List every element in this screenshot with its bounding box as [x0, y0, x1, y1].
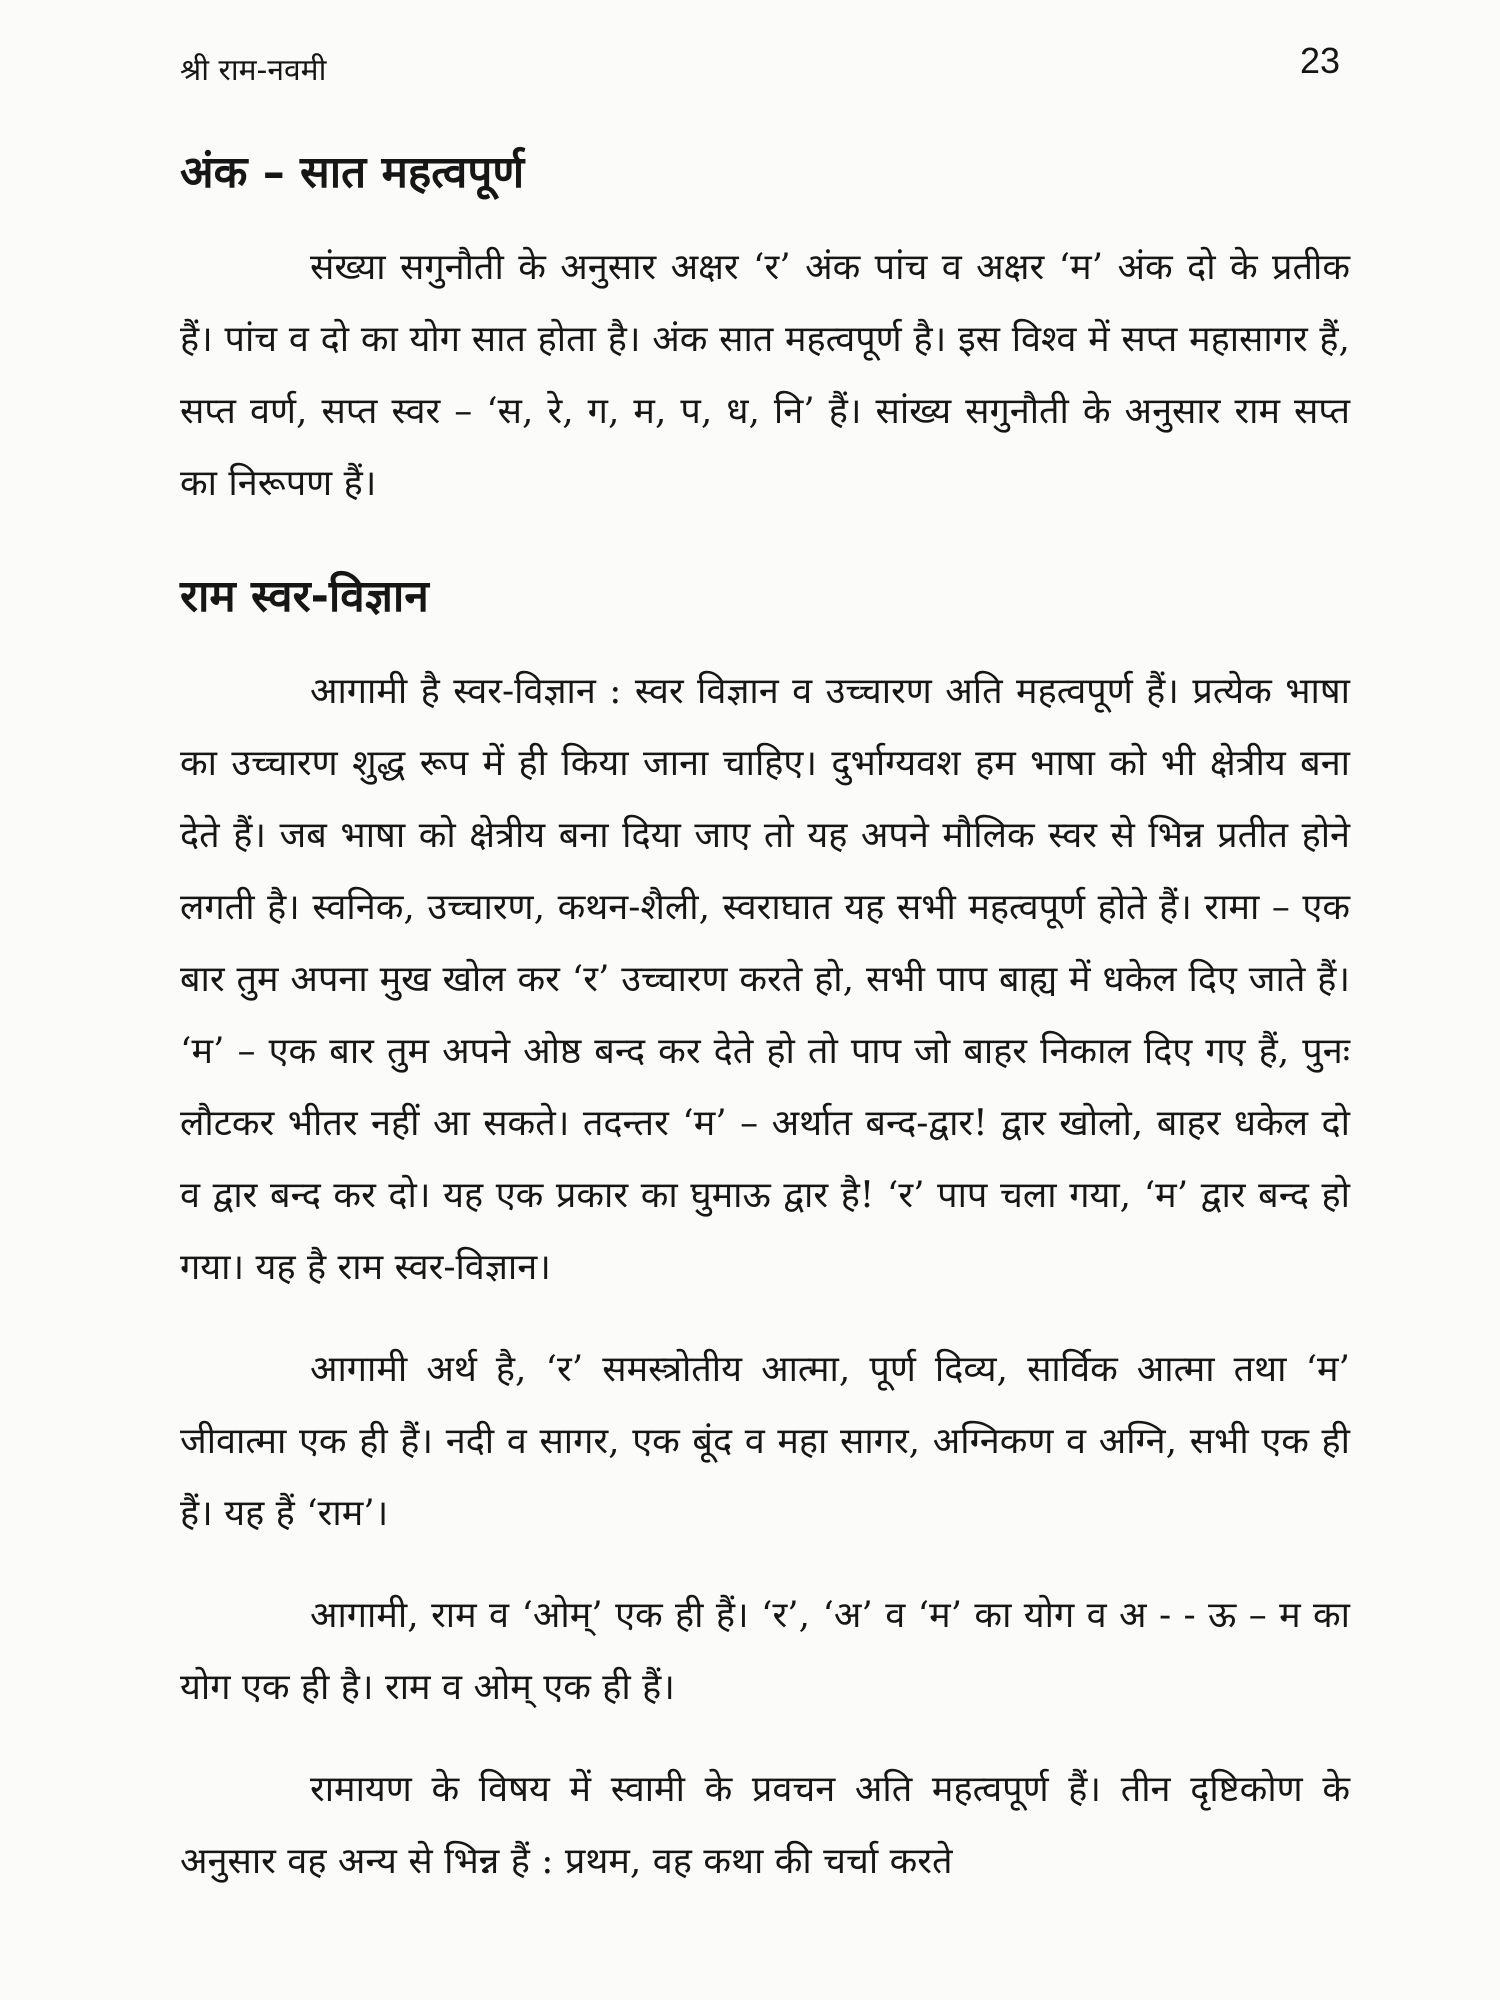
paragraph: संख्या सगुनौती के अनुसार अक्षर ‘र’ अंक पांच व अक्षर ‘म’ अंक दो के प्रतीक हैं। पांच व दो का योग सात होता है। अंक सात महत्वपूर्ण है। इस विश्व में सप्त महासागर हैं, सप्त वर्ण, सप्त स्वर – ‘स, रे, ग, म, प, ध, नि’ हैं। सांख्य सगुनौती के अनुसार राम सप्त का निरूपण हैं।	[180, 247, 1350, 504]
section-heading-sound-science: राम स्वर-विज्ञान	[180, 571, 429, 622]
paragraph: रामायण के विषय में स्वामी के प्रवचन अति महत्वपूर्ण हैं। तीन दृष्टिकोण के अनुसार वह अन्य से भिन्न हैं : प्रथम, वह कथा की चर्चा करते	[180, 1769, 1350, 1882]
page-header	[180, 40, 1350, 110]
page-number: 23	[1299, 40, 1340, 81]
paragraph: आगामी, राम व ‘ओम्’ एक ही हैं। ‘र’, ‘अ’ व ‘म’ का योग व अ - - ऊ – म का योग एक ही है। राम व ओम् एक ही हैं।	[180, 1595, 1350, 1708]
paragraph: आगामी अर्थ है, ‘र’ समस्त्रोतीय आत्मा, पूर्ण दिव्य, सार्विक आत्मा तथा ‘म’ जीवात्मा एक ही हैं। नदी व सागर, एक बूंद व महा सागर, अग्निकण व अग्नि, सभी एक ही हैं। यह हैं ‘राम’।	[180, 1349, 1350, 1534]
section-heading-number-seven: अंक – सात महत्वपूर्ण	[180, 147, 525, 198]
section-gap	[180, 520, 1350, 534]
running-head: श्री राम-नवमी	[180, 53, 327, 88]
paragraph: आगामी है स्वर-विज्ञान : स्वर विज्ञान व उच्चारण अति महत्वपूर्ण हैं। प्रत्येक भाषा का उच्चारण शुद्ध रूप में ही किया जाना चाहिए। दुर्भाग्यवश हम भाषा को भी क्षेत्रीय बना देते हैं। जब भाषा को क्षेत्रीय बना दिया जाए तो यह अपने मौलिक स्वर से भिन्न प्रतीत होने लगती है। स्वनिक, उच्चारण, कथन-शैली, स्वराघात यह सभी महत्वपूर्ण होते हैं। रामा – एक बार तुम अपना मुख खोल कर ‘र’ उच्चारण करते हो, सभी पाप बाह्य में धकेल दिए जाते हैं। ‘म’ – एक बार तुम अपने ओष्ठ बन्द कर देते हो तो पाप जो बाहर निकाल दिए गए हैं, पुनः लौटकर भीतर नहीं आ सकते। तदन्तर ‘म’ – अर्थात बन्द-द्वार! द्वार खोलो, बाहर धकेल दो व द्वार बन्द कर दो। यह एक प्रकार का घुमाऊ द्वार है! ‘र’ पाप चला गया, ‘म’ द्वार बन्द हो गया। यह है राम स्वर-विज्ञान।	[180, 671, 1350, 1288]
